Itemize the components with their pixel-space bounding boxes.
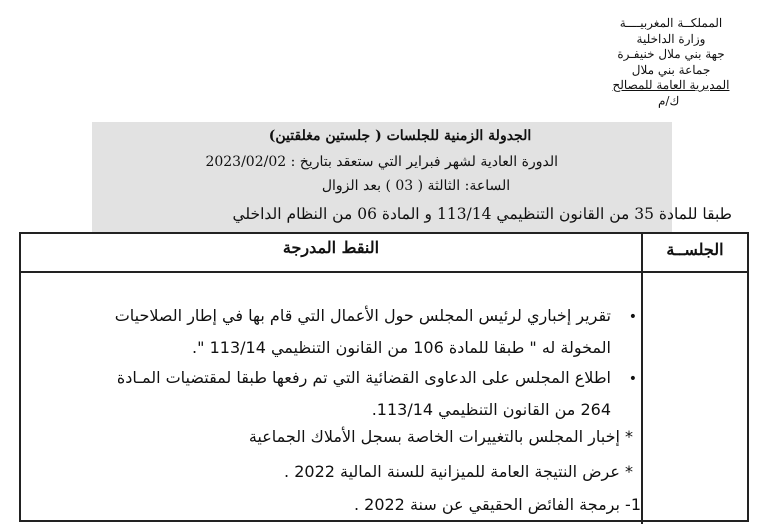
column-divider xyxy=(641,234,643,524)
bullet-marker: * xyxy=(625,427,633,446)
letterhead-region: جهة بني ملال خنيفـرة xyxy=(617,47,725,61)
letterhead xyxy=(596,16,746,109)
agenda-item xyxy=(81,362,637,426)
agenda-item xyxy=(81,300,637,364)
agenda-item-line: إخبار المجلس بالتغييرات الخاصة بسجل الأملاك الجماعية xyxy=(248,427,620,446)
document-title: الجدولة الزمنية للجلسات ( جلستين مغلقتين) xyxy=(268,128,532,144)
agenda-item-line: عرض النتيجة العامة للميزانية للسنة المالية 2022 . xyxy=(284,462,620,481)
agenda-item-line: اطلاع المجلس على الدعاوى القضائية التي تم رفعها طبقا لمقتضيات المـادة xyxy=(116,368,611,387)
bullet-marker: • xyxy=(628,371,637,387)
column-header-points: النقط المدرجة xyxy=(282,238,380,257)
agenda-item xyxy=(81,456,633,488)
agenda-item-line: 264 من القانون التنظيمي 113/14. xyxy=(371,400,611,419)
header-divider xyxy=(21,271,747,273)
agenda-item-line: المخولة له " طبقا للمادة 106 من القانون التنظيمي 113/14 ". xyxy=(192,338,611,357)
letterhead-reference: ك/م xyxy=(658,93,680,108)
letterhead-directorate: المديرية العامة للمصالح xyxy=(612,78,730,92)
agenda-item-line: تقرير إخباري لرئيس المجلس حول الأعمال التي قام بها في إطار الصلاحيات xyxy=(114,306,611,325)
bullet-marker: * xyxy=(625,462,633,481)
legal-basis: طبقا للمادة 35 من القانون التنظيمي 113/14 و المادة 06 من النظام الداخلي xyxy=(232,205,732,223)
letterhead-kingdom: المملكــة المغربيــــة xyxy=(619,16,723,30)
letterhead-commune: جماعة بني ملال xyxy=(631,62,711,77)
agenda-item xyxy=(81,489,641,521)
bullet-marker: • xyxy=(628,309,637,325)
session-time: الساعة: الثالثة ( 03 ) بعد الزوال xyxy=(321,178,511,194)
letterhead-ministry: وزارة الداخلية xyxy=(636,31,706,46)
agenda-table xyxy=(19,232,749,522)
bullet-marker: 1- xyxy=(625,495,641,514)
column-header-session: الجلســة xyxy=(666,240,724,259)
agenda-item xyxy=(81,421,633,453)
agenda-item-line: برمجة الفائض الحقيقي عن سنة 2022 . xyxy=(353,495,620,514)
session-date: الدورة العادية لشهر فبراير التي ستعقد بتاريخ : 2023/02/02 xyxy=(205,154,558,170)
